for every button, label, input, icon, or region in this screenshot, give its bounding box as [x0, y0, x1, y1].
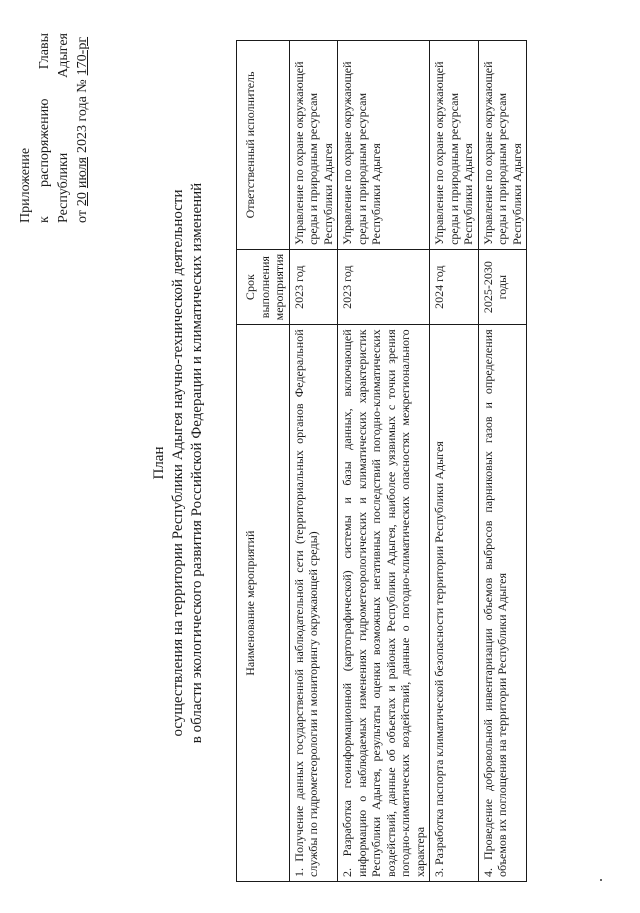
plan-line-1: осуществления на территории Республики Адыгея научно-технической деятельности	[170, 189, 186, 737]
table-row	[289, 41, 338, 882]
appendix-title: Приложение	[18, 147, 33, 223]
appendix-block	[16, 33, 92, 223]
table-row	[338, 41, 430, 882]
plan-title	[150, 73, 207, 853]
plan-line-2: в области экологического развития Российской Федерации и климатических изменений	[189, 182, 205, 744]
table-header-row	[237, 41, 290, 882]
row-executor: Управление по охране окружающей среды и природным ресурсам Республики Адыгея	[478, 41, 527, 250]
date-month: июля	[75, 157, 90, 189]
header-term: Срок выполнения мероприятия	[237, 249, 290, 324]
row-term: 2024 год	[430, 249, 479, 324]
row-executor: Управление по охране окружающей среды и природным ресурсам Республики Адыгея	[289, 41, 338, 250]
row-executor: Управление по охране окружающей среды и природным ресурсам Республики Адыгея	[338, 41, 430, 250]
row-name: 4. Проведение добровольной инвентаризации объемов выбросов парниковых газов и определения объемов их поглощения на территории Республики Адыгея	[478, 325, 527, 882]
row-term: 2025-2030 годы	[478, 249, 527, 324]
row-term: 2023 год	[289, 249, 338, 324]
header-executor: Ответственный исполнитель	[237, 41, 290, 250]
header-name: Наименование мероприятий	[237, 325, 290, 882]
date-year: 2023 года №	[75, 79, 90, 154]
table-row	[478, 41, 527, 882]
row-name: 2. Разработка геоинформационной (картографической) системы и базы данных, включающей информацию о наблюдаемых изменениях гидрометеорологических и климатических характеристик Республики Адыгея, результаты оценки возможных негативных последствий погодно-климатических воздействий, данные об объектах и районах Республики Адыгея, наиболее уязвимых с точки зрения погодно-климатических воздействий, данные о погодно-климатических опасностях межрегионального характера	[338, 325, 430, 882]
plan-table	[236, 40, 527, 882]
scan-dot	[600, 879, 602, 881]
row-term: 2023 год	[338, 249, 430, 324]
table-row	[430, 41, 479, 882]
row-name: 1. Получение данных государственной наблюдательной сети (территориальных органов Федеральной службы по гидрометеорологии и мониторингу окружающей среды)	[289, 325, 338, 882]
date-prefix: от	[75, 210, 90, 223]
appendix-adygea: Адыгея	[56, 33, 71, 78]
row-executor: Управление по охране окружающей среды и природным ресурсам Республики Адыгея	[430, 41, 479, 250]
date-day: 20	[75, 192, 90, 207]
date-number: 170-рг	[75, 36, 90, 76]
row-name: 3. Разработка паспорта климатической безопасности территории Республики Адыгея	[430, 325, 479, 882]
plan-heading: План	[151, 446, 167, 480]
appendix-to: к	[37, 216, 52, 223]
appendix-republic: Республики	[56, 152, 71, 223]
appendix-head: Главы	[37, 33, 52, 70]
appendix-order: распоряжению	[37, 98, 52, 187]
